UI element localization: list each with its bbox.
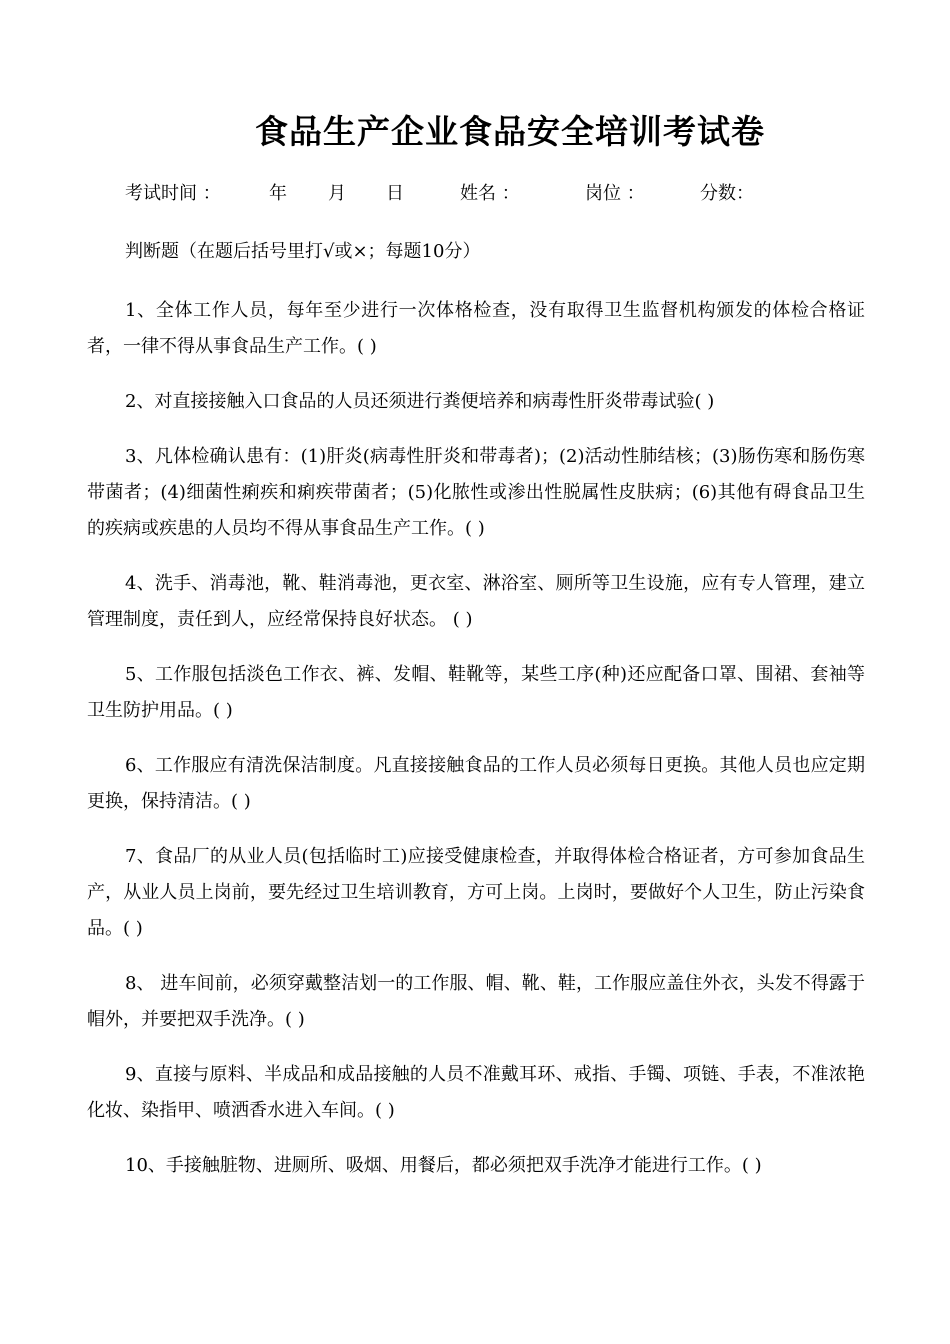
question-item: 10、手接触脏物、进厕所、吸烟、用餐后，都必须把双手洗净才能进行工作。( ) [125,1155,762,1176]
document-title: 食品生产企业食品安全培训考试卷 [255,112,765,151]
question-item: 9、直接与原料、半成品和成品接触的人员不准戴耳环、戒指、手镯、项链、手表，不准浓艳化妆、染指甲、喷洒香水进入车间。( ) [87,1064,865,1121]
exam-time-label: 考试时间 ： [125,183,221,204]
question-list [87,293,865,1203]
section-instruction: 判断题（在题后括号里打√或×；每题10分） [125,241,481,262]
question-item: 7、食品厂的从业人员(包括临时工)应接受健康检查，并取得体检合格证者，方可参加食品生产，从业人员上岗前，要先经过卫生培训教育，方可上岗。上岗时，要做好个人卫生，防止污染食品。( ) [87,846,865,939]
score-label: 分数： [700,183,754,204]
question-item: 3、凡体检确认患有：(1)肝炎(病毒性肝炎和带毒者)；(2)活动性肺结核；(3)肠伤寒和肠伤寒带菌者；(4)细菌性痢疾和痢疾带菌者；(5)化脓性或渗出性脱属性皮肤病；(6)其他有碍食品卫生的疾病或疾患的人员均不得从事食品生产工作。( ) [87,446,865,539]
position-label: 岗位 ： [585,183,645,204]
question-item: 4、洗手、消毒池，靴、鞋消毒池，更衣室、淋浴室、厕所等卫生设施，应有专人管理，建立管理制度，责任到人，应经常保持良好状态。 ( ) [87,573,865,630]
year-label: 年 [269,183,287,204]
question-item: 1、全体工作人员，每年至少进行一次体格检查，没有取得卫生监督机构颁发的体检合格证者，一律不得从事食品生产工作。( ) [87,300,865,357]
question-item: 8、 进车间前，必须穿戴整洁划一的工作服、帽、靴、鞋，工作服应盖住外衣，头发不得露于帽外，并要把双手洗净。( ) [87,973,865,1030]
name-label: 姓名 ： [460,183,520,204]
question-item: 6、工作服应有清洗保洁制度。凡直接接触食品的工作人员必须每日更换。其他人员也应定期更换，保持清洁。( ) [87,755,865,812]
day-label: 日 [386,183,404,204]
month-label: 月 [328,183,346,204]
question-item: 5、工作服包括淡色工作衣、裤、发帽、鞋靴等，某些工序(种)还应配备口罩、围裙、套袖等卫生防护用品。( ) [87,664,865,721]
question-item: 2、对直接接触入口食品的人员还须进行粪便培养和病毒性肝炎带毒试验( ) [125,391,715,412]
